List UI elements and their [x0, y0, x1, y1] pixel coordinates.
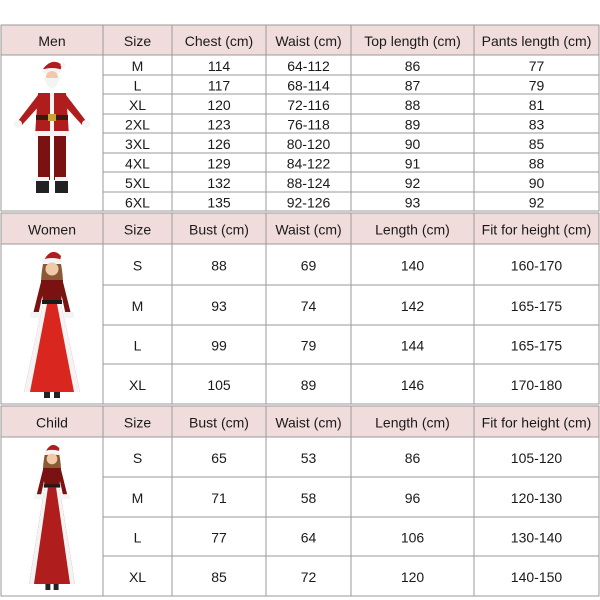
- table-cell: 4XL: [125, 155, 150, 172]
- table-cell: 99: [211, 337, 227, 354]
- table-row: [103, 285, 599, 325]
- table-row: [103, 192, 599, 211]
- table-row: [103, 133, 599, 153]
- table-cell: L: [133, 77, 142, 94]
- table-cell: 64: [300, 529, 317, 546]
- table-cell: 123: [207, 116, 231, 133]
- table-cell: 77: [211, 529, 227, 546]
- table-cell: 120: [207, 97, 231, 113]
- men-column-header: Size: [123, 33, 152, 49]
- men-column-header: Chest (cm): [184, 33, 254, 49]
- table-cell: 84-122: [286, 155, 331, 172]
- table-row: [103, 153, 599, 172]
- table-cell: L: [133, 337, 142, 354]
- table-cell: 71: [211, 490, 227, 506]
- table-row: [103, 94, 599, 114]
- child-column-header: Length (cm): [375, 414, 450, 431]
- table-cell: 88: [404, 97, 421, 113]
- table-cell: XL: [128, 377, 147, 393]
- table-cell: 79: [528, 77, 545, 94]
- table-cell: 105: [207, 377, 231, 393]
- table-cell: 3XL: [125, 136, 150, 152]
- table-cell: 142: [400, 298, 425, 314]
- table-cell: 140: [400, 257, 425, 274]
- table-row: [103, 556, 599, 596]
- men-size-table: [1, 25, 599, 211]
- table-row: [103, 114, 599, 133]
- table-cell: 86: [404, 58, 421, 74]
- table-row: [103, 517, 599, 556]
- table-row: [103, 75, 599, 94]
- table-cell: M: [131, 298, 144, 314]
- table-cell: 160-170: [510, 257, 563, 274]
- table-cell: 165-175: [510, 337, 563, 354]
- table-cell: 72: [300, 569, 317, 585]
- table-cell: 64-112: [287, 58, 330, 74]
- table-cell: XL: [128, 97, 147, 113]
- women-column-header: Bust (cm): [189, 221, 249, 238]
- table-cell: 132: [207, 175, 231, 191]
- table-row: [103, 477, 599, 517]
- women-category-label: Women: [28, 221, 76, 238]
- table-cell: 88-124: [286, 175, 331, 191]
- child-column-header: Bust (cm): [189, 414, 249, 431]
- table-row: [103, 364, 599, 404]
- table-cell: 6XL: [125, 194, 150, 211]
- table-cell: 90: [404, 136, 421, 152]
- table-cell: 85: [211, 569, 227, 585]
- table-cell: 146: [400, 377, 425, 393]
- table-cell: 91: [404, 155, 421, 172]
- women-size-table: [1, 213, 599, 404]
- table-cell: M: [131, 490, 144, 506]
- table-cell: 58: [300, 490, 317, 506]
- men-column-header: Top length (cm): [364, 33, 461, 49]
- table-cell: 72-116: [287, 97, 330, 113]
- table-cell: 89: [300, 377, 317, 393]
- table-cell: 2XL: [125, 116, 150, 133]
- women-column-header: Size: [123, 221, 152, 238]
- table-cell: 83: [528, 116, 545, 133]
- men-column-header: Waist (cm): [275, 33, 342, 49]
- table-cell: 79: [300, 337, 317, 354]
- table-cell: 69: [300, 257, 317, 274]
- child-category-label: Child: [36, 414, 68, 431]
- table-cell: 135: [207, 194, 231, 211]
- table-cell: 114: [207, 58, 231, 74]
- men-category-label: Men: [38, 33, 66, 49]
- table-row: [103, 437, 599, 477]
- table-cell: 165-175: [510, 298, 563, 314]
- table-cell: 76-118: [287, 116, 330, 133]
- table-cell: 93: [404, 194, 421, 211]
- table-cell: XL: [128, 569, 147, 585]
- table-cell: 117: [207, 77, 231, 94]
- child-size-table: [1, 406, 599, 596]
- table-cell: 81: [528, 97, 545, 113]
- table-row: [103, 55, 599, 75]
- table-cell: 86: [404, 450, 421, 466]
- table-cell: 88: [528, 155, 545, 172]
- table-cell: 90: [528, 175, 545, 191]
- table-cell: 68-114: [287, 77, 330, 94]
- table-cell: 144: [400, 337, 425, 354]
- table-cell: 77: [528, 58, 545, 74]
- table-cell: 120-130: [510, 490, 563, 506]
- table-row: [103, 244, 599, 285]
- women-column-header: Length (cm): [375, 221, 450, 238]
- child-column-header: Waist (cm): [275, 414, 342, 431]
- child-column-header: Size: [123, 414, 152, 431]
- table-row: [103, 172, 599, 192]
- table-cell: 92: [528, 194, 545, 211]
- table-cell: 130-140: [510, 529, 563, 546]
- table-cell: 65: [211, 450, 227, 466]
- table-cell: 89: [404, 116, 421, 133]
- table-row: [103, 325, 599, 364]
- table-cell: 88: [211, 257, 227, 274]
- table-cell: 87: [404, 77, 421, 94]
- men-column-header: Pants length (cm): [481, 33, 592, 49]
- table-cell: 80-120: [286, 136, 331, 152]
- table-cell: 170-180: [510, 377, 563, 393]
- table-cell: 93: [211, 298, 227, 314]
- women-column-header: Fit for height (cm): [481, 221, 592, 238]
- table-cell: M: [131, 58, 144, 74]
- child-column-header: Fit for height (cm): [481, 414, 592, 431]
- table-cell: L: [133, 529, 142, 546]
- table-cell: S: [132, 257, 143, 274]
- table-cell: 126: [207, 136, 231, 152]
- table-cell: 92-126: [286, 194, 331, 211]
- table-cell: 53: [300, 450, 317, 466]
- table-cell: 106: [400, 529, 425, 546]
- table-cell: 105-120: [510, 450, 563, 466]
- table-cell: 140-150: [510, 569, 563, 585]
- table-cell: 96: [404, 490, 421, 506]
- table-cell: 5XL: [125, 175, 150, 191]
- table-cell: 92: [404, 175, 421, 191]
- women-column-header: Waist (cm): [275, 221, 342, 238]
- table-cell: 85: [528, 136, 545, 152]
- table-cell: 74: [300, 298, 317, 314]
- table-cell: S: [132, 450, 143, 466]
- table-cell: 129: [207, 155, 231, 172]
- table-cell: 120: [400, 569, 425, 585]
